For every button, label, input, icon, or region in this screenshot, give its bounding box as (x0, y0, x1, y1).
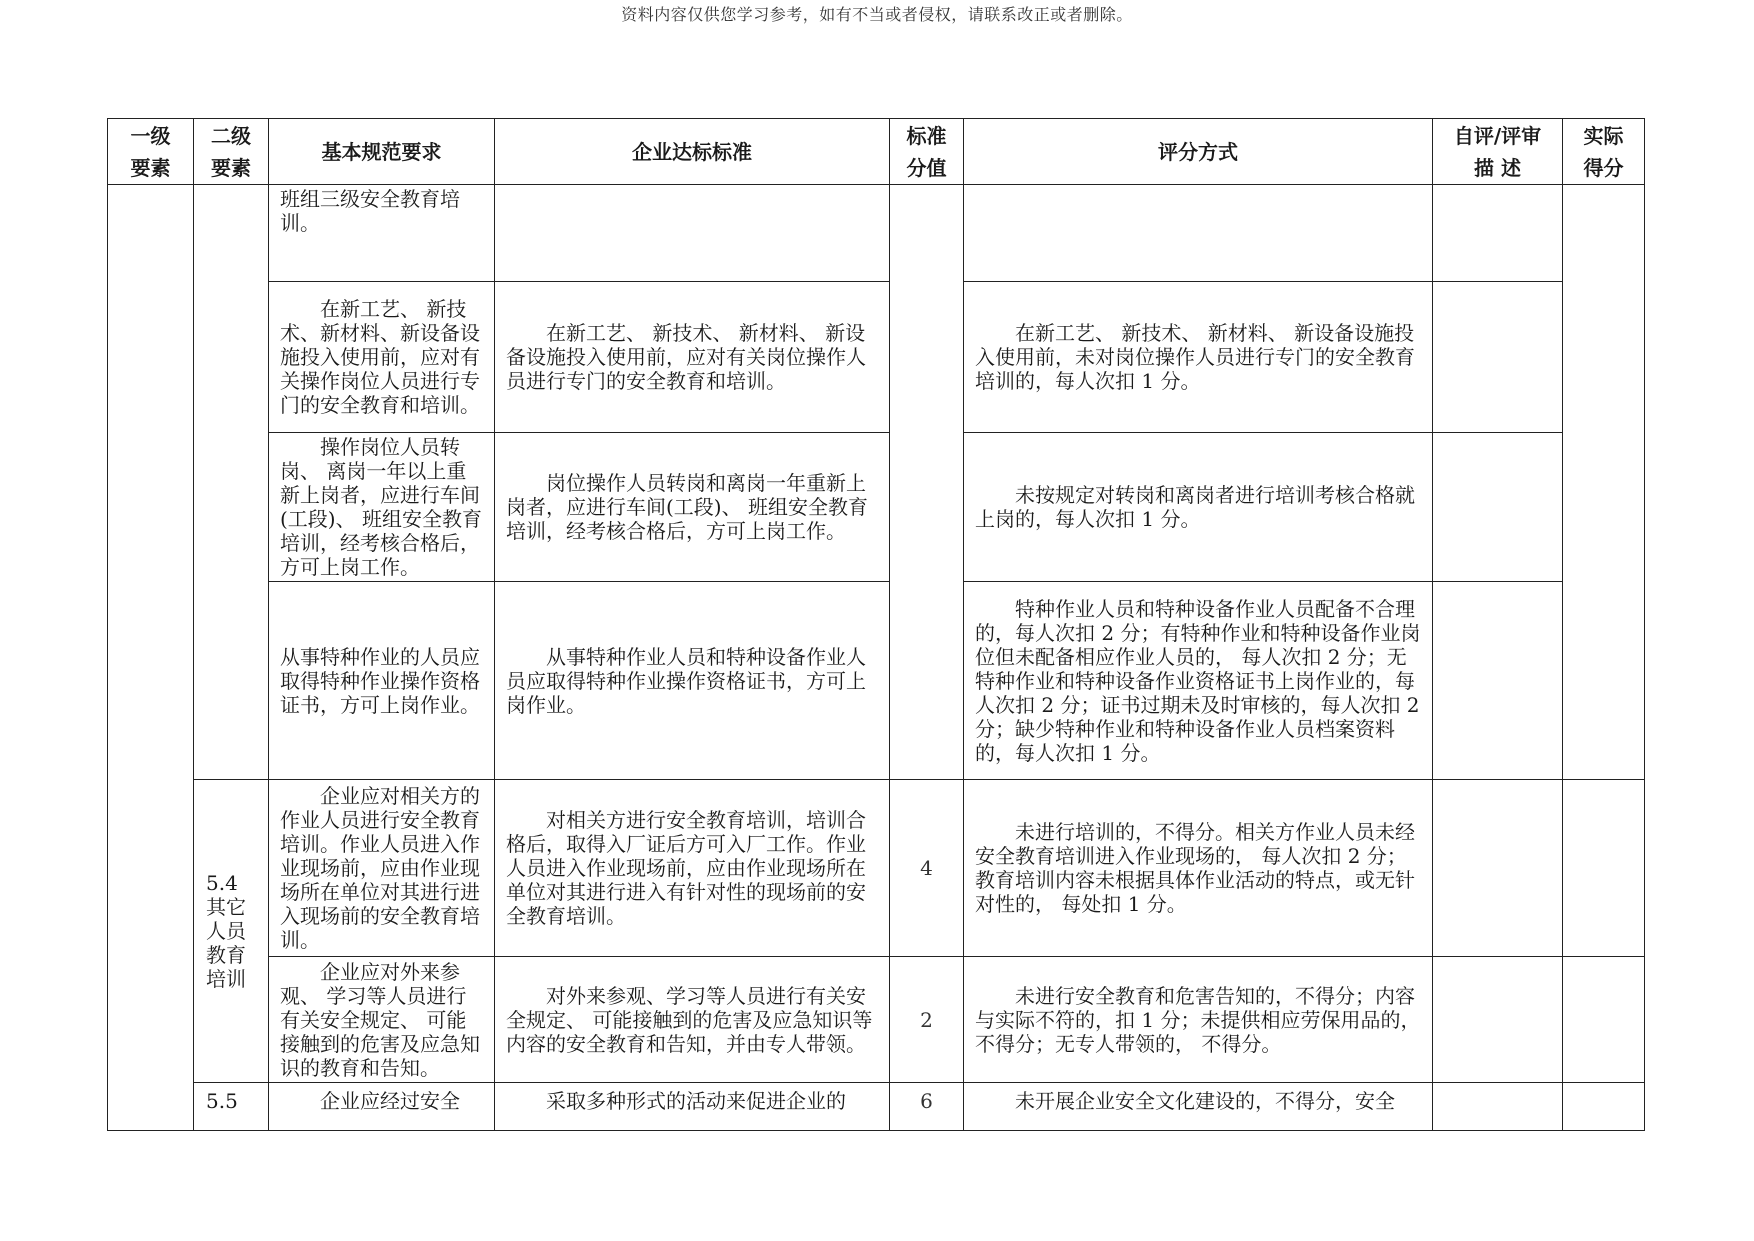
self-eval-cell (1433, 282, 1563, 433)
table-row (108, 282, 1645, 433)
score-value: 6 (890, 1083, 964, 1131)
level2-cell (194, 185, 269, 780)
table-row (108, 433, 1645, 582)
self-eval-cell (1433, 957, 1563, 1083)
method-cell: 未进行安全教育和危害告知的，不得分；内容与实际不符的，扣 1 分；未提供相应劳保用品的， 不得分；无专人带领的， 不得分。 (964, 957, 1433, 1083)
table-row (108, 780, 1645, 957)
method-cell: 未进行培训的，不得分。相关方作业人员未经安全教育培训进入作业现场的， 每人次扣 2 分；教育培训内容未根据具体作业活动的特点，或无针对性的， 每处扣 1 分。 (964, 780, 1433, 957)
header-level2: 二级 要素 (194, 119, 269, 185)
standard-cell: 在新工艺、 新技术、 新材料、 新设备设施投入使用前，应对有关岗位操作人员进行专门的安全教育和培训。 (495, 282, 890, 433)
standard-cell: 从事特种作业人员和特种设备作业人员应取得特种作业操作资格证书，方可上岗作业。 (495, 582, 890, 780)
requirement-cell: 班组三级安全教育培训。 (269, 185, 495, 282)
header-score: 标准 分值 (890, 119, 964, 185)
copyright-notice: 资料内容仅供您学习参考，如有不当或者侵权，请联系改正或者删除。 (621, 5, 1133, 24)
table-row (108, 957, 1645, 1083)
self-eval-cell (1433, 185, 1563, 282)
score-value: 4 (890, 780, 964, 957)
header-level1: 一级 要素 (108, 119, 194, 185)
standard-cell: 对相关方进行安全教育培训，培训合格后，取得入厂证后方可入厂工作。作业人员进入作业现场前，应由作业现场所在单位对其进行进入有针对性的现场前的安全教育培训。 (495, 780, 890, 957)
self-eval-cell (1433, 582, 1563, 780)
table-row (108, 582, 1645, 780)
actual-cell (1563, 957, 1645, 1083)
requirement-cell: 操作岗位人员转岗、 离岗一年以上重新上岗者，应进行车间(工段)、 班组安全教育培训，经考核合格后，方可上岗工作。 (269, 433, 495, 582)
standard-cell: 采取多种形式的活动来促进企业的 (495, 1083, 890, 1131)
self-eval-cell (1433, 1083, 1563, 1131)
header-standard: 企业达标标准 (495, 119, 890, 185)
header-row (108, 119, 1645, 185)
header-actual: 实际 得分 (1563, 119, 1645, 185)
requirement-cell: 企业应对相关方的作业人员进行安全教育培训。作业人员进入作业现场前，应由作业现场所在单位对其进行进入现场前的安全教育培训。 (269, 780, 495, 957)
method-cell: 在新工艺、 新技术、 新材料、 新设备设施投入使用前，未对岗位操作人员进行专门的安全教育培训的，每人次扣 1 分。 (964, 282, 1433, 433)
standard-cell: 岗位操作人员转岗和离岗一年重新上岗者，应进行车间(工段)、 班组安全教育培训，经考核合格后，方可上岗工作。 (495, 433, 890, 582)
self-eval-cell (1433, 433, 1563, 582)
table-row (108, 1083, 1645, 1131)
requirement-cell: 企业应对外来参观、 学习等人员进行有关安全规定、 可能接触到的危害及应急知识的教育和告知。 (269, 957, 495, 1083)
method-cell: 未按规定对转岗和离岗者进行培训考核合格就上岗的，每人次扣 1 分。 (964, 433, 1433, 582)
score-cell (890, 185, 964, 780)
self-eval-cell (1433, 780, 1563, 957)
actual-cell (1563, 780, 1645, 957)
header-requirement: 基本规范要求 (269, 119, 495, 185)
header-self-eval: 自评/评审 描 述 (1433, 119, 1563, 185)
table-row (108, 185, 1645, 282)
section-5-5-label: 5.5 (194, 1083, 269, 1131)
standards-table (107, 118, 1645, 1131)
requirement-cell: 在新工艺、 新技术、新材料、新设备设施投入使用前，应对有关操作岗位人员进行专门的安全教育和培训。 (269, 282, 495, 433)
method-cell: 未开展企业安全文化建设的，不得分，安全 (964, 1083, 1433, 1131)
requirement-cell: 从事特种作业的人员应取得特种作业操作资格证书，方可上岗作业。 (269, 582, 495, 780)
actual-cell (1563, 185, 1645, 780)
level1-cell (108, 185, 194, 1131)
method-cell: 特种作业人员和特种设备作业人员配备不合理的，每人次扣 2 分；有特种作业和特种设备作业岗位但未配备相应作业人员的， 每人次扣 2 分；无特种作业和特种设备作业资格证书上岗作业的，每人次扣 2 分；证书过期未及时审核的，每人次扣 2 分；缺少特种作业和特种设备作业人员档案资料的，每人次扣 1 分。 (964, 582, 1433, 780)
standard-cell (495, 185, 890, 282)
section-5-4-label: 5.4 其它 人员 教育 培训 (194, 780, 269, 1083)
score-value: 2 (890, 957, 964, 1083)
method-cell (964, 185, 1433, 282)
header-method: 评分方式 (964, 119, 1433, 185)
standard-cell: 对外来参观、学习等人员进行有关安全规定、 可能接触到的危害及应急知识等内容的安全教育和告知，并由专人带领。 (495, 957, 890, 1083)
actual-cell (1563, 1083, 1645, 1131)
requirement-cell: 企业应经过安全 (269, 1083, 495, 1131)
